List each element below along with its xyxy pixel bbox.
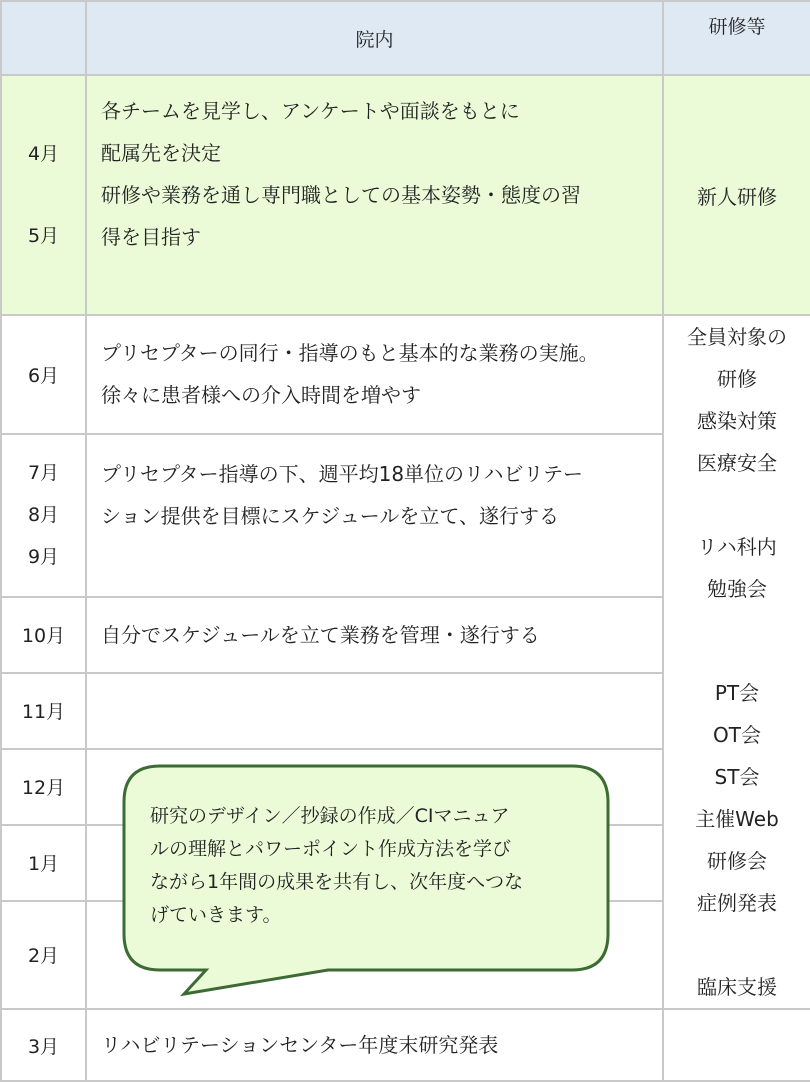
month-label: 7月: [27, 462, 60, 485]
innai-cell-oct: 自分でスケジュールを立て業務を管理・遂行する: [86, 597, 663, 673]
training-item: 臨床支援: [697, 975, 777, 999]
callout-line: ルの理解とパワーポイント作成方法を学び: [150, 838, 512, 860]
month-label: 4月: [27, 143, 60, 165]
content-line: 各チームを見学し、アンケートや面談をもとに: [101, 99, 520, 123]
content-line: 配属先を決定: [101, 141, 221, 165]
innai-cell-apr-may: [86, 75, 663, 315]
month-label: 8月: [27, 504, 60, 527]
month-cell-dec: 12月: [1, 749, 86, 825]
training-item: 全員対象の: [687, 325, 787, 349]
header-innai: 院内: [86, 1, 663, 75]
training-item: 医療安全: [697, 451, 777, 475]
content-line: プリセプターの同行・指導のもと基本的な業務の実施。: [101, 341, 599, 366]
innai-cell-jun: [86, 315, 663, 434]
month-label: 5月: [27, 225, 60, 247]
month-cell-jul-sep: [1, 434, 86, 597]
callout-bubble: [120, 762, 612, 1002]
table-row: [1, 75, 810, 315]
content-line: 徐々に患者様への介入時間を増やす: [101, 383, 421, 408]
training-item: 勉強会: [707, 577, 767, 601]
content-line: 得を目指す: [101, 225, 201, 249]
training-item: 感染対策: [697, 409, 777, 433]
training-item: PT会: [714, 681, 760, 705]
training-list-cell: [663, 315, 810, 1009]
table-row: [1, 315, 810, 434]
header-row: [1, 1, 810, 75]
training-item: リハ科内: [697, 535, 777, 559]
training-cell-apr-may: 新人研修: [663, 75, 810, 315]
training-item: OT会: [713, 723, 761, 747]
content-line: プリセプター指導の下、週平均18単位のリハビリテー: [101, 461, 584, 486]
callout-text: [150, 800, 590, 932]
callout-line: ながら1年間の成果を共有し、次年度へつな: [150, 871, 524, 893]
callout-line: げていきます。: [150, 904, 282, 926]
training-item: 主催Web: [695, 807, 779, 831]
training-item: 研修: [717, 367, 757, 391]
training-cell-mar: [663, 1009, 810, 1081]
training-item: 研修会: [707, 849, 767, 873]
month-cell-jun: 6月: [1, 315, 86, 434]
training-item: [664, 610, 810, 652]
month-cell-nov: 11月: [1, 673, 86, 749]
innai-cell-mar: リハビリテーションセンター年度末研究発表: [86, 1009, 663, 1081]
training-item: [664, 484, 810, 526]
month-cell-oct: 10月: [1, 597, 86, 673]
month-label: 9月: [27, 546, 60, 569]
header-training: 研修等: [663, 1, 810, 75]
month-cell-apr-may: [1, 75, 86, 315]
content-line: ション提供を目標にスケジュールを立て、遂行する: [101, 503, 559, 528]
training-item: 症例発表: [697, 891, 777, 915]
innai-cell-nov: [86, 673, 663, 749]
callout-line: 研究のデザイン／抄録の作成／CIマニュア: [150, 805, 510, 827]
training-item: [664, 924, 810, 966]
month-cell-feb: 2月: [1, 901, 86, 1009]
month-cell-mar: 3月: [1, 1009, 86, 1081]
table-row: [1, 1009, 810, 1081]
month-cell-jan: 1月: [1, 825, 86, 901]
header-month-cell: [1, 1, 86, 75]
innai-cell-jul-sep: [86, 434, 663, 597]
training-item: ST会: [714, 765, 760, 789]
content-line: 研修や業務を通し専門職としての基本姿勢・態度の習: [101, 183, 581, 207]
training-item: [664, 652, 810, 672]
